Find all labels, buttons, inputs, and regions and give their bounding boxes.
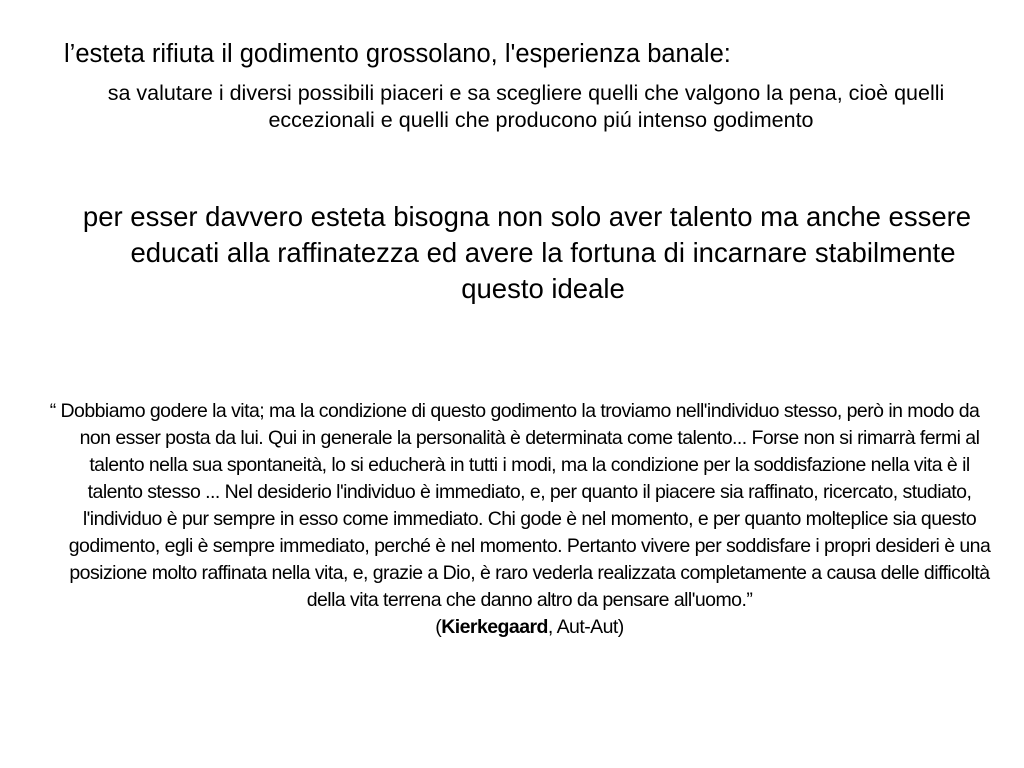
main-point-text: per esser davvero esteta bisogna non solo aver talento ma anche essere educati alla raffinatezza ed avere la fortuna di incarnare stabilmente questo ideale xyxy=(82,201,972,304)
quote-text: “ Dobbiamo godere la vita; ma la condizione di questo godimento la troviamo nell'individuo stesso, però in modo da non esser posta da lui. Qui in generale la personalità è determinata come talento... Forse non si rimarrà fermi al talento nella sua spontaneità, lo si educherà in tutti i modi, ma la condizione per la soddisfazione nella vita è il talento stesso ... Nel desiderio l'individuo è immediato, e, per quanto il piacere sia raffinato, ricercato, studiato, l'individuo è pur sempre in esso come immediato. Chi gode è nel momento, e per quanto molteplice sia questo godimento, egli è sempre immediato, perché è nel momento. Pertanto vivere per soddisfare i propri desideri è una posizione molto raffinata nella vita, e, grazie a Dio, è raro vederla realizzata completamente a causa delle difficoltà della vita terrena che danno altro da pensare all'uomo.” xyxy=(49,400,991,611)
heading-text: l’esteta rifiuta il godimento grossolano, l'esperienza banale: xyxy=(64,40,731,68)
citation-author: Kierkegaard xyxy=(441,616,548,638)
subpoint-text: sa valutare i diversi possibili piaceri e sa scegliere quelli che valgono la pena, cioè quelli eccezionali e quelli che producono piú intenso godimento xyxy=(107,81,945,132)
quote-block xyxy=(32,398,997,641)
citation xyxy=(62,614,997,641)
citation-open: ( xyxy=(435,616,442,638)
citation-rest: , Aut-Aut) xyxy=(547,616,624,638)
